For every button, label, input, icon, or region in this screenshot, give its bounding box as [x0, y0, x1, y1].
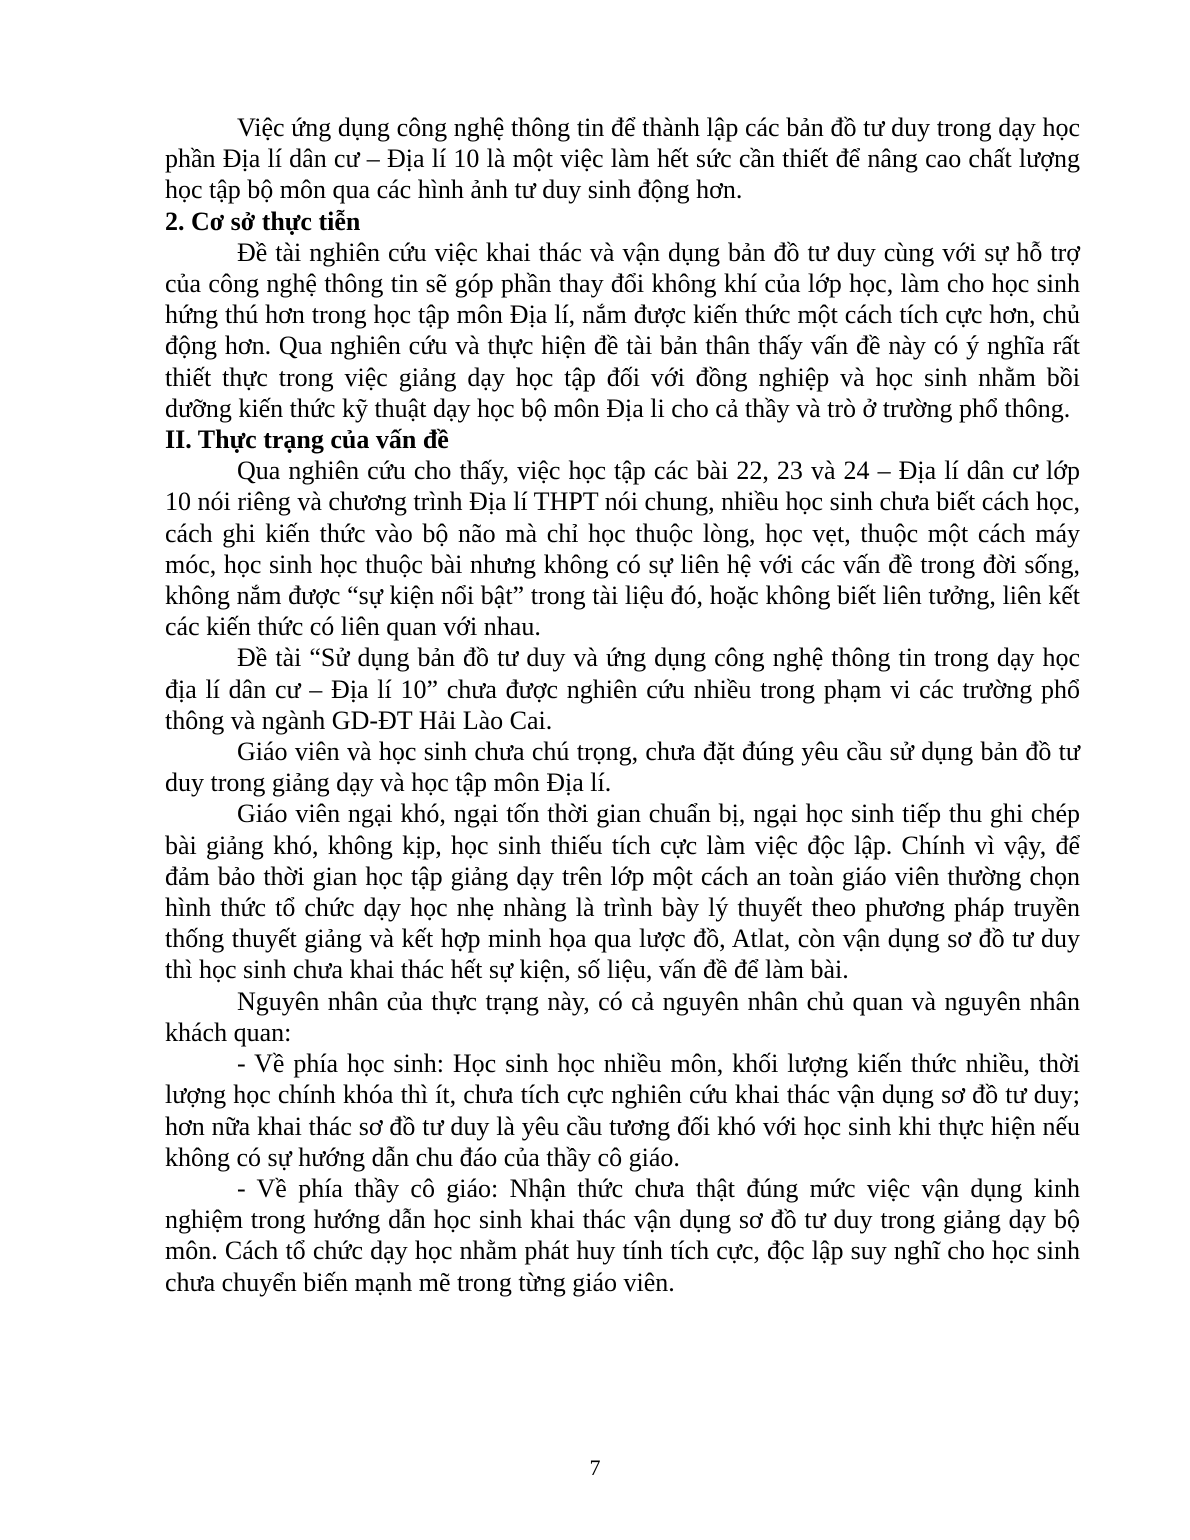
paragraph-intro-conclusion: Việc ứng dụng công nghệ thông tin để thành lập các bản đồ tư duy trong dạy học phần Địa lí dân cư – Địa lí 10 là một việc làm hết sức cần thiết để nâng cao chất lượng học tập bộ môn qua các hình ảnh tư duy sinh động hơn.: [165, 113, 1080, 205]
paragraph-causes: Nguyên nhân của thực trạng này, có cả nguyên nhân chủ quan và nguyên nhân khách quan:: [165, 986, 1080, 1047]
paragraph-teacher-side: - Về phía thầy cô giáo: Nhận thức chưa thật đúng mức việc vận dụng kinh nghiệm trong hướng dẫn học sinh khai thác vận dụng sơ đồ tư duy trong giảng dạy bộ môn. Cách tổ chức dạy học nhằm phát huy tính tích cực, độc lập suy nghĩ cho học sinh chưa chuyển biến mạnh mẽ trong từng giáo viên.: [165, 1173, 1080, 1297]
paragraph-student-side: - Về phía học sinh: Học sinh học nhiều môn, khối lượng kiến thức nhiều, thời lượng học chính khóa thì ít, chưa tích cực nghiên cứu khai thác vận dụng sơ đồ tư duy; hơn nữa khai thác sơ đồ tư duy là yêu cầu tương đối khó với học sinh khi thực hiện nếu không có sự hướng dẫn chu đáo của thầy cô giáo.: [165, 1049, 1080, 1172]
heading-current-situation: II. Thực trạng của vấn đề: [165, 425, 449, 455]
page-number: 7: [589, 1455, 601, 1480]
paragraph-topic-status: Đề tài “Sử dụng bản đồ tư duy và ứng dụng công nghệ thông tin trong dạy học địa lí dân cư – Địa lí 10” chưa được nghiên cứu nhiều trong phạm vi các trường phổ thông và ngành GD-ĐT Hải Lào Cai.: [165, 643, 1080, 735]
heading-practical-basis: 2. Cơ sở thực tiễn: [165, 206, 361, 236]
paragraph-research-findings: Qua nghiên cứu cho thấy, việc học tập các bài 22, 23 và 24 – Địa lí dân cư lớp 10 nói riêng và chương trình Địa lí THPT nói chung, nhiều học sinh chưa biết cách học, cách ghi kiến thức vào bộ não mà chỉ học thuộc lòng, học vẹt, thuộc một cách máy móc, học sinh học thuộc bài nhưng không có sự liên hệ với các vấn đề trong đời sống, không nắm được “sự kiện nổi bật” trong tài liệu đó, hoặc không biết liên tưởng, liên kết các kiến thức có liên quan với nhau.: [165, 456, 1080, 642]
paragraph-practical-basis: Đề tài nghiên cứu việc khai thác và vận dụng bản đồ tư duy cùng với sự hỗ trợ của công nghệ thông tin sẽ góp phần thay đổi không khí của lớp học, làm cho học sinh hứng thú hơn trong học tập môn Địa lí, nắm được kiến thức một cách tích cực hơn, chủ động hơn. Qua nghiên cứu và thực hiện đề tài bản thân thấy vấn đề này có ý nghĩa rất thiết thực trong việc giảng dạy học tập đối với đồng nghiệp và học sinh nhằm bồi dưỡng kiến thức kỹ thuật dạy học bộ môn Địa li cho cả thầy và trò ở trường phổ thông.: [165, 237, 1080, 423]
paragraph-teacher-hesitation: Giáo viên ngại khó, ngại tốn thời gian chuẩn bị, ngại học sinh tiếp thu ghi chép bài giảng khó, không kịp, học sinh thiếu tích cực làm việc độc lập. Chính vì vậy, để đảm bảo thời gian học tập giảng dạy trên lớp một cách an toàn giáo viên thường chọn hình thức tổ chức dạy học nhẹ nhàng là trình bày lý thuyết theo phương pháp truyền thống thuyết giảng và kết hợp minh họa qua lược đồ, Atlat, còn vận dụng sơ đồ tư duy thì học sinh chưa khai thác hết sự kiện, số liệu, vấn đề để làm bài.: [165, 799, 1080, 985]
page-body: [165, 112, 1080, 1298]
paragraph-mindmap-usage: Giáo viên và học sinh chưa chú trọng, chưa đặt đúng yêu cầu sử dụng bản đồ tư duy trong giảng dạy và học tập môn Địa lí.: [165, 737, 1080, 798]
